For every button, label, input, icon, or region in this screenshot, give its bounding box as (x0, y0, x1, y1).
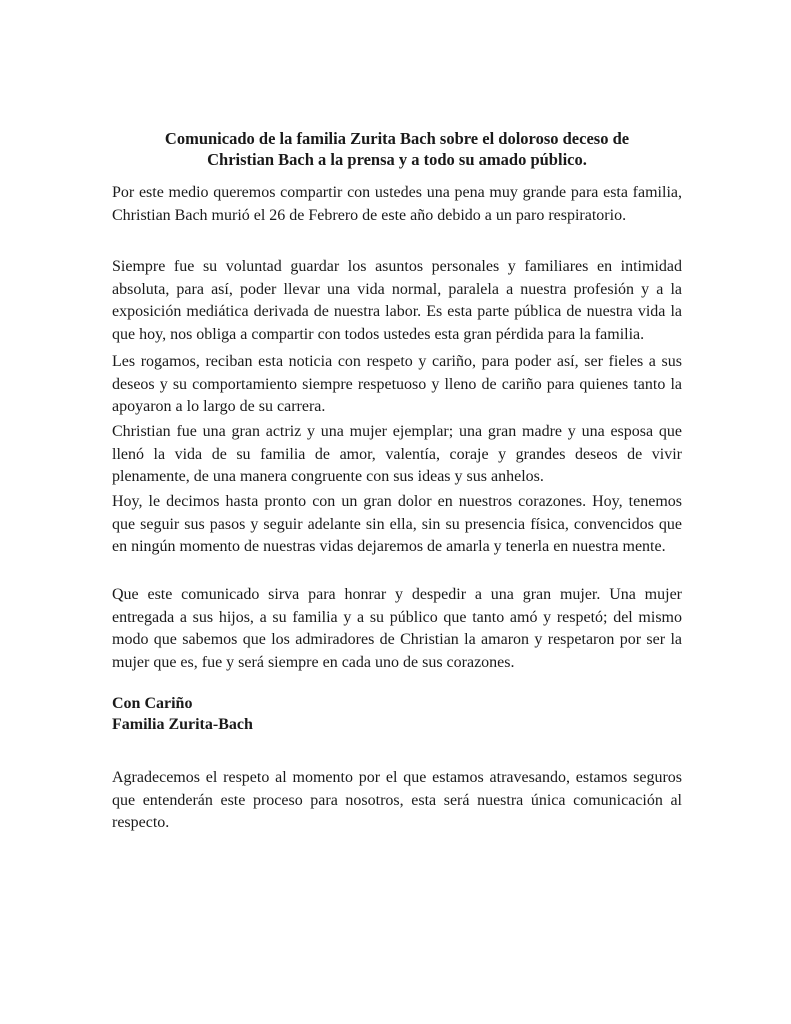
paragraph-farewell: Hoy, le decimos hasta pronto con un gran dolor en nuestros corazones. Hoy, tenemos que seguir sus pasos y seguir adelante sin ella, sin su presencia física, convencidos que en ningún momento de nuestras vidas dejaremos de amarla y tenerla en nuestra mente. (112, 493, 682, 555)
title-line-1: Comunicado de la familia Zurita Bach sobre el doloroso deceso de (164, 129, 630, 148)
paragraph-announcement: Por este medio queremos compartir con ustedes una pena muy grande para esta familia, Christian Bach murió el 26 de Febrero de este año debido a un paro respiratorio. (112, 184, 682, 224)
signoff-greeting: Con Cariño (112, 695, 193, 712)
paragraph-honor: Que este comunicado sirva para honrar y despedir a una gran mujer. Una mujer entregada a sus hijos, a su familia y a su público que tanto amó y respetó; del mismo modo que sabemos que los admiradores de Christian la amaron y respetaron por ser la mujer que es, fue y será siempre en cada uno de sus corazones. (112, 586, 682, 671)
title-line-2: Christian Bach a la prensa y a todo su amado público. (207, 150, 587, 169)
paragraph-tribute: Christian fue una gran actriz y una mujer ejemplar; una gran madre y una esposa que llenó la vida de su familia de amor, valentía, coraje y grandes deseos de vivir plenamente, de una manera congruente con sus ideas y sus anhelos. (112, 423, 682, 485)
signoff-family-name: Familia Zurita-Bach (112, 716, 253, 733)
document-title (112, 128, 682, 170)
paragraph-privacy: Siempre fue su voluntad guardar los asuntos personales y familiares en intimidad absoluta, para así, poder llevar una vida normal, paralela a nuestra profesión y a la exposición mediática derivada de nuestra labor. Es esta parte pública de nuestra vida la que hoy, nos obliga a compartir con todos ustedes esta gran pérdida para la familia. (112, 258, 682, 343)
signature-block (112, 693, 253, 735)
closing-note: Agradecemos el respeto al momento por el que estamos atravesando, estamos seguros que entenderán este proceso para nosotros, esta será nuestra única comunicación al respecto. (112, 769, 682, 831)
paragraph-request: Les rogamos, reciban esta noticia con respeto y cariño, para poder así, ser fieles a sus deseos y su comportamiento siempre respetuoso y lleno de cariño para quienes tanto la apoyaron a lo largo de su carrera. (112, 353, 682, 415)
